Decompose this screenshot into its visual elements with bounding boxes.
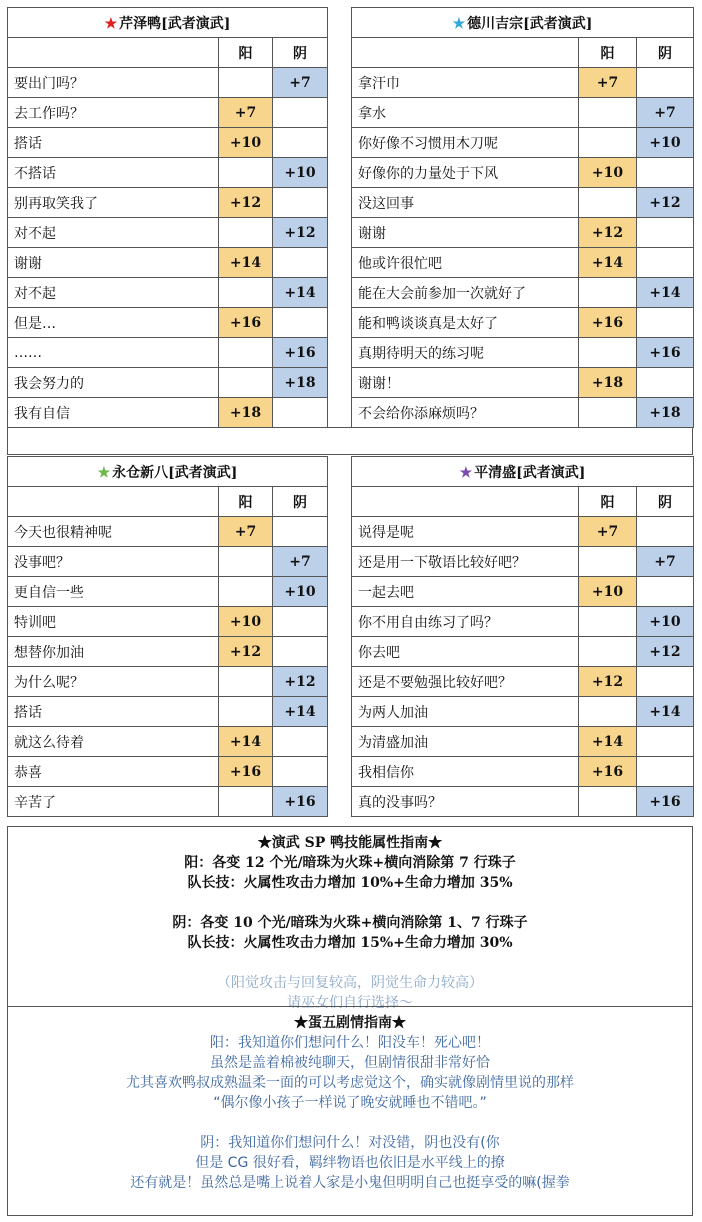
yin-value — [273, 637, 328, 667]
header-yin: 阴 — [637, 487, 694, 517]
option-text: 不搭话 — [8, 158, 219, 188]
yin-value — [637, 218, 694, 248]
story-yang-line: 尤其喜欢鸭叔成熟温柔一面的可以考虑觉这个，确实就像剧情里说的那样 — [126, 1075, 574, 1091]
yin-value: +14 — [637, 278, 694, 308]
option-text: 为什么呢？ — [8, 667, 219, 697]
yin-value: +16 — [637, 338, 694, 368]
yin-value — [273, 727, 328, 757]
skill-guide-note: （阳觉攻击与回复较高，阴觉生命力较高） — [217, 975, 483, 991]
table-row — [352, 68, 694, 98]
table-row — [352, 128, 694, 158]
yin-value — [637, 727, 694, 757]
yin-value: +10 — [273, 158, 328, 188]
yang-value — [579, 637, 637, 667]
yang-value — [219, 577, 273, 607]
star-icon: ★ — [459, 464, 473, 481]
yin-value: +14 — [637, 697, 694, 727]
table-title-text: 永仓新八[武者演武] — [112, 464, 238, 481]
table-row — [8, 517, 328, 547]
yin-value — [273, 757, 328, 787]
table-row — [8, 607, 328, 637]
yin-value: +7 — [273, 547, 328, 577]
yin-value — [273, 517, 328, 547]
yang-leader-skill-line: 队长技：火属性攻击力增加 10%+生命力增加 35% — [187, 875, 513, 891]
skill-guide-title: ★演武 SP 鸭技能属性指南★ — [257, 835, 443, 851]
yin-value — [273, 398, 328, 428]
table-row — [352, 278, 694, 308]
yin-value: +16 — [637, 787, 694, 817]
yang-value: +7 — [579, 517, 637, 547]
yang-value: +7 — [219, 98, 273, 128]
yin-value — [637, 517, 694, 547]
yang-value: +14 — [579, 727, 637, 757]
header-blank — [8, 487, 219, 517]
table-row — [352, 757, 694, 787]
table-row — [8, 338, 328, 368]
table-row — [8, 248, 328, 278]
story-yin-line: 还有就是！虽然总是嘴上说着人家是小鬼但明明自己也挺享受的嘛(握拳 — [130, 1175, 570, 1191]
skill-guide-box — [7, 826, 693, 1011]
yang-value — [579, 338, 637, 368]
table-row — [352, 158, 694, 188]
star-icon: ★ — [452, 15, 466, 32]
table-title — [8, 8, 328, 38]
yang-value: +14 — [219, 727, 273, 757]
option-text: 谢谢 — [8, 248, 219, 278]
option-text: 要出门吗？ — [8, 68, 219, 98]
yang-value: +12 — [579, 667, 637, 697]
option-text: 能和鸭谈谈真是太好了 — [352, 308, 579, 338]
table-row — [8, 787, 328, 817]
header-blank — [352, 487, 579, 517]
yin-value: +10 — [637, 607, 694, 637]
option-text: 你去吧 — [352, 637, 579, 667]
star-icon: ★ — [97, 464, 111, 481]
table-row — [352, 248, 694, 278]
yin-value: +10 — [273, 577, 328, 607]
table-row — [8, 727, 328, 757]
table-row — [352, 667, 694, 697]
yang-skill-line: 阳：各变 12 个光/暗珠为火珠+横向消除第 7 行珠子 — [184, 855, 516, 871]
quest-table-tokugawa — [351, 7, 694, 428]
option-text: 拿汗巾 — [352, 68, 579, 98]
yin-value: +12 — [273, 218, 328, 248]
yang-value: +7 — [219, 517, 273, 547]
table-row — [8, 697, 328, 727]
yang-value: +14 — [579, 248, 637, 278]
yang-value: +18 — [579, 368, 637, 398]
yang-value — [219, 158, 273, 188]
yang-value: +16 — [579, 757, 637, 787]
yang-value — [579, 607, 637, 637]
table-row — [352, 98, 694, 128]
yang-value: +10 — [579, 577, 637, 607]
option-text: 没事吧？ — [8, 547, 219, 577]
option-text: 能在大会前参加一次就好了 — [352, 278, 579, 308]
yang-value — [219, 218, 273, 248]
table-row — [352, 727, 694, 757]
yin-value — [273, 248, 328, 278]
yang-value — [579, 398, 637, 428]
story-guide-box — [7, 1006, 693, 1216]
yang-value — [579, 547, 637, 577]
story-guide-title: ★蛋五剧情指南★ — [294, 1015, 406, 1031]
yang-value: +16 — [219, 308, 273, 338]
yang-value — [219, 697, 273, 727]
yang-value — [579, 98, 637, 128]
star-icon: ★ — [104, 15, 118, 32]
option-text: 对不起 — [8, 278, 219, 308]
option-text: 好像你的力量处于下风 — [352, 158, 579, 188]
yin-value — [273, 308, 328, 338]
yang-value — [579, 787, 637, 817]
yin-value: +12 — [273, 667, 328, 697]
option-text: 特训吧 — [8, 607, 219, 637]
yang-value: +16 — [579, 308, 637, 338]
option-text: 我会努力的 — [8, 368, 219, 398]
option-text: 去工作吗？ — [8, 98, 219, 128]
yang-value — [219, 368, 273, 398]
table-row — [8, 667, 328, 697]
table-row — [8, 547, 328, 577]
yin-value: +16 — [273, 787, 328, 817]
quest-table-serizawa — [7, 7, 328, 428]
yin-value: +12 — [637, 637, 694, 667]
yin-value — [637, 158, 694, 188]
table-row — [352, 338, 694, 368]
yin-leader-skill-line: 队长技：火属性攻击力增加 15%+生命力增加 30% — [187, 935, 513, 951]
story-yang-line: 阳：我知道你们想问什么！阳没车！死心吧！ — [210, 1035, 490, 1051]
story-yin-line: 阴：我知道你们想问什么！对没错，阴也没有(你 — [200, 1135, 500, 1151]
table-row — [8, 218, 328, 248]
header-yang: 阳 — [219, 487, 273, 517]
table-row — [352, 697, 694, 727]
option-text: 辛苦了 — [8, 787, 219, 817]
yang-value — [219, 787, 273, 817]
yin-value: +7 — [637, 547, 694, 577]
table-row — [8, 577, 328, 607]
table-row — [352, 577, 694, 607]
table-row — [352, 218, 694, 248]
table-row — [8, 188, 328, 218]
table-row — [352, 517, 694, 547]
yin-value: +18 — [273, 368, 328, 398]
option-text: 想替你加油 — [8, 637, 219, 667]
yang-value — [579, 278, 637, 308]
yin-value — [273, 128, 328, 158]
table-row — [8, 158, 328, 188]
header-blank — [352, 38, 579, 68]
option-text: 为清盛加油 — [352, 727, 579, 757]
header-yang: 阳 — [219, 38, 273, 68]
option-text: 对不起 — [8, 218, 219, 248]
yang-value: +12 — [219, 637, 273, 667]
option-text: 谢谢 — [352, 218, 579, 248]
table-title-text: 芹泽鸭[武者演武] — [119, 15, 231, 32]
yin-value: +10 — [637, 128, 694, 158]
table-row — [352, 308, 694, 338]
section-separator — [7, 427, 693, 455]
yang-value: +10 — [579, 158, 637, 188]
header-yin: 阴 — [273, 487, 328, 517]
yin-value — [273, 188, 328, 218]
option-text: …… — [8, 338, 219, 368]
option-text: 真期待明天的练习呢 — [352, 338, 579, 368]
header-blank — [8, 38, 219, 68]
quest-table-nagakura — [7, 456, 328, 817]
yang-value: +12 — [579, 218, 637, 248]
yin-value: +14 — [273, 697, 328, 727]
yin-value — [637, 757, 694, 787]
yang-value: +7 — [579, 68, 637, 98]
yin-value: +7 — [637, 98, 694, 128]
option-text: 拿水 — [352, 98, 579, 128]
yang-value — [579, 128, 637, 158]
table-row — [8, 637, 328, 667]
option-text: 说得是呢 — [352, 517, 579, 547]
table-title — [8, 457, 328, 487]
option-text: 搭话 — [8, 697, 219, 727]
yang-value: +10 — [219, 607, 273, 637]
table-row — [8, 757, 328, 787]
yin-value: +16 — [273, 338, 328, 368]
yang-value: +18 — [219, 398, 273, 428]
table-row — [352, 607, 694, 637]
story-yang-line: “偶尔像小孩子一样说了晚安就睡也不错吧。” — [213, 1095, 487, 1111]
yin-value — [637, 248, 694, 278]
option-text: 不会给你添麻烦吗？ — [352, 398, 579, 428]
table-title — [352, 457, 694, 487]
table-title-text: 德川吉宗[武者演武] — [467, 15, 593, 32]
table-title — [352, 8, 694, 38]
yin-value — [637, 368, 694, 398]
yang-value — [219, 667, 273, 697]
yin-value: +7 — [273, 68, 328, 98]
yang-value — [219, 278, 273, 308]
header-yang: 阳 — [579, 487, 637, 517]
table-row — [8, 98, 328, 128]
yin-value — [273, 607, 328, 637]
yang-value — [579, 697, 637, 727]
yang-value — [219, 68, 273, 98]
story-yin-line: 但是 CG 很好看，羁绊物语也依旧是水平线上的撩 — [195, 1155, 505, 1171]
option-text: 别再取笑我了 — [8, 188, 219, 218]
story-yang-line: 虽然是盖着棉被纯聊天，但剧情很甜非常好恰 — [210, 1055, 490, 1071]
option-text: 我相信你 — [352, 757, 579, 787]
header-yang: 阳 — [579, 38, 637, 68]
yin-value — [273, 98, 328, 128]
yin-value: +14 — [273, 278, 328, 308]
yang-value: +12 — [219, 188, 273, 218]
yin-value: +12 — [637, 188, 694, 218]
header-yin: 阴 — [637, 38, 694, 68]
table-title-text: 平清盛[武者演武] — [474, 464, 586, 481]
yang-value — [219, 338, 273, 368]
yin-value — [637, 308, 694, 338]
table-row — [352, 637, 694, 667]
yin-value: +18 — [637, 398, 694, 428]
yin-value — [637, 68, 694, 98]
table-row — [8, 308, 328, 338]
header-yin: 阴 — [273, 38, 328, 68]
yin-value — [637, 667, 694, 697]
yin-value — [637, 577, 694, 607]
yang-value: +14 — [219, 248, 273, 278]
option-text: 搭话 — [8, 128, 219, 158]
option-text: 你好像不习惯用木刀呢 — [352, 128, 579, 158]
option-text: 为两人加油 — [352, 697, 579, 727]
yang-value — [219, 547, 273, 577]
table-row — [352, 398, 694, 428]
option-text: 今天也很精神呢 — [8, 517, 219, 547]
table-row — [352, 368, 694, 398]
yang-value: +10 — [219, 128, 273, 158]
option-text: 他或许很忙吧 — [352, 248, 579, 278]
table-row — [8, 68, 328, 98]
table-row — [352, 188, 694, 218]
table-row — [352, 547, 694, 577]
table-row — [8, 368, 328, 398]
option-text: 更自信一些 — [8, 577, 219, 607]
option-text: 但是… — [8, 308, 219, 338]
option-text: 就这么待着 — [8, 727, 219, 757]
option-text: 我有自信 — [8, 398, 219, 428]
quest-table-taira — [351, 456, 694, 817]
option-text: 真的没事吗？ — [352, 787, 579, 817]
yang-value — [579, 188, 637, 218]
option-text: 谢谢！ — [352, 368, 579, 398]
option-text: 一起去吧 — [352, 577, 579, 607]
table-row — [352, 787, 694, 817]
option-text: 还是不要勉强比较好吧？ — [352, 667, 579, 697]
option-text: 恭喜 — [8, 757, 219, 787]
skill-guide-note: 请巫女们自行选择～ — [287, 995, 413, 1011]
option-text: 没这回事 — [352, 188, 579, 218]
yin-skill-line: 阴：各变 10 个光/暗珠为火珠+横向消除第 1、7 行珠子 — [172, 915, 528, 931]
option-text: 你不用自由练习了吗？ — [352, 607, 579, 637]
option-text: 还是用一下敬语比较好吧？ — [352, 547, 579, 577]
table-row — [8, 398, 328, 428]
yang-value: +16 — [219, 757, 273, 787]
table-row — [8, 278, 328, 308]
table-row — [8, 128, 328, 158]
